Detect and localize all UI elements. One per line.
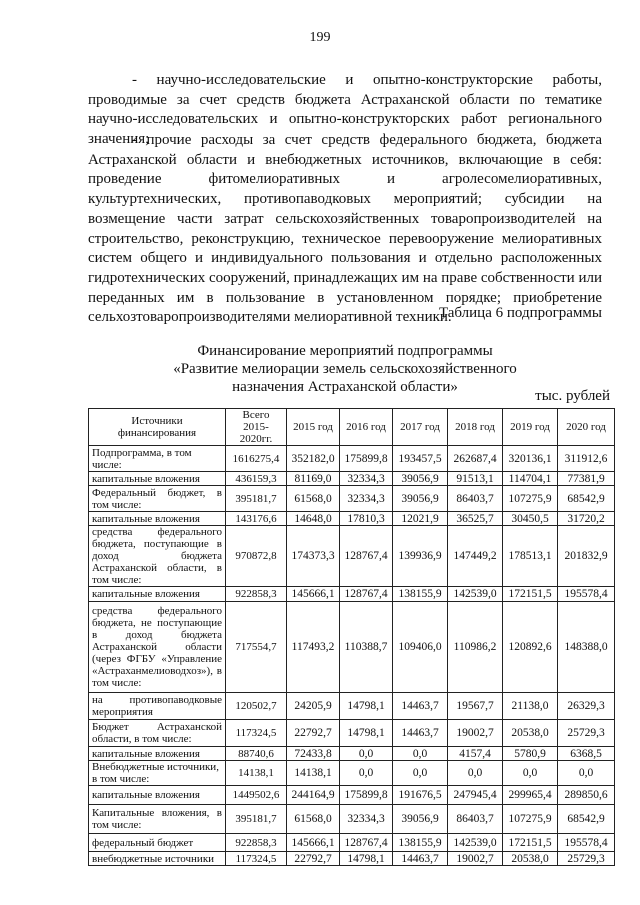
cell-2017: 14463,7 — [393, 693, 448, 720]
table-row — [89, 747, 615, 761]
cell-2018: 86403,7 — [448, 805, 503, 834]
table-row — [89, 602, 615, 693]
financing-table — [88, 408, 615, 866]
cell-total: 970872,8 — [226, 526, 287, 587]
cell-2017: 0,0 — [393, 747, 448, 761]
cell-2015: 174373,3 — [287, 526, 340, 587]
cell-2016: 110388,7 — [340, 602, 393, 693]
table-row — [89, 472, 615, 486]
table-row — [89, 446, 615, 472]
cell-2016: 128767,4 — [340, 526, 393, 587]
cell-2017: 39056,9 — [393, 472, 448, 486]
table-row — [89, 693, 615, 720]
page-number: 199 — [309, 30, 331, 45]
cell-2015: 14138,1 — [287, 761, 340, 786]
cell-2020: 77381,9 — [558, 472, 615, 486]
cell-2020: 25729,3 — [558, 720, 615, 747]
cell-total: 117324,5 — [226, 852, 287, 866]
header-2018: 2018 год — [448, 409, 503, 446]
header-2020: 2020 год — [558, 409, 615, 446]
cell-2019: 120892,6 — [503, 602, 558, 693]
cell-2016: 0,0 — [340, 761, 393, 786]
cell-2019: 0,0 — [503, 761, 558, 786]
row-label: Подпрограмма, в том числе: — [89, 446, 226, 472]
cell-total: 14138,1 — [226, 761, 287, 786]
cell-2015: 244164,9 — [287, 786, 340, 805]
table-row — [89, 805, 615, 834]
cell-total: 1449502,6 — [226, 786, 287, 805]
cell-2017: 193457,5 — [393, 446, 448, 472]
cell-2019: 107275,9 — [503, 805, 558, 834]
cell-total: 922858,3 — [226, 834, 287, 852]
cell-2020: 68542,9 — [558, 805, 615, 834]
cell-2020: 311912,6 — [558, 446, 615, 472]
cell-2016: 0,0 — [340, 747, 393, 761]
header-total: Всего 2015-2020гг. — [226, 409, 287, 446]
table-row — [89, 786, 615, 805]
cell-2019: 5780,9 — [503, 747, 558, 761]
cell-2018: 142539,0 — [448, 587, 503, 602]
table-title-line-1: Финансирование мероприятий подпрограммы — [197, 343, 493, 359]
cell-2020: 289850,6 — [558, 786, 615, 805]
table-row — [89, 761, 615, 786]
cell-2017: 12021,9 — [393, 512, 448, 526]
cell-2019: 320136,1 — [503, 446, 558, 472]
cell-total: 717554,7 — [226, 602, 287, 693]
cell-total: 88740,6 — [226, 747, 287, 761]
cell-2019: 178513,1 — [503, 526, 558, 587]
cell-2016: 128767,4 — [340, 834, 393, 852]
row-label: капитальные вложения — [89, 472, 226, 486]
cell-total: 1616275,4 — [226, 446, 287, 472]
cell-2016: 32334,3 — [340, 805, 393, 834]
cell-2016: 32334,3 — [340, 486, 393, 512]
row-label: Федеральный бюджет, в том числе: — [89, 486, 226, 512]
cell-2020: 26329,3 — [558, 693, 615, 720]
row-label: капитальные вложения — [89, 786, 226, 805]
header-2017: 2017 год — [393, 409, 448, 446]
cell-2019: 299965,4 — [503, 786, 558, 805]
cell-2018: 4157,4 — [448, 747, 503, 761]
cell-2020: 68542,9 — [558, 486, 615, 512]
cell-2015: 145666,1 — [287, 587, 340, 602]
header-2015: 2015 год — [287, 409, 340, 446]
cell-2016: 17810,3 — [340, 512, 393, 526]
row-label: Внебюджетные источники, в том числе: — [89, 761, 226, 786]
cell-2015: 117493,2 — [287, 602, 340, 693]
cell-total: 395181,7 — [226, 805, 287, 834]
cell-2018: 147449,2 — [448, 526, 503, 587]
cell-2015: 61568,0 — [287, 486, 340, 512]
cell-2019: 20538,0 — [503, 720, 558, 747]
header-sources: Источники финансирования — [89, 409, 226, 446]
table-row — [89, 486, 615, 512]
cell-2019: 20538,0 — [503, 852, 558, 866]
cell-2017: 138155,9 — [393, 587, 448, 602]
cell-2016: 14798,1 — [340, 693, 393, 720]
cell-2017: 14463,7 — [393, 720, 448, 747]
row-label: капитальные вложения — [89, 587, 226, 602]
table-title — [88, 342, 602, 396]
cell-2020: 6368,5 — [558, 747, 615, 761]
cell-2018: 262687,4 — [448, 446, 503, 472]
cell-2017: 14463,7 — [393, 852, 448, 866]
cell-2016: 175899,8 — [340, 446, 393, 472]
cell-2016: 14798,1 — [340, 852, 393, 866]
cell-2015: 22792,7 — [287, 720, 340, 747]
cell-total: 117324,5 — [226, 720, 287, 747]
cell-2016: 14798,1 — [340, 720, 393, 747]
cell-2015: 61568,0 — [287, 805, 340, 834]
cell-2019: 107275,9 — [503, 486, 558, 512]
cell-2020: 195578,4 — [558, 587, 615, 602]
table-row — [89, 720, 615, 747]
cell-2017: 139936,9 — [393, 526, 448, 587]
cell-2017: 39056,9 — [393, 805, 448, 834]
row-label: федеральный бюджет — [89, 834, 226, 852]
cell-2017: 109406,0 — [393, 602, 448, 693]
cell-total: 120502,7 — [226, 693, 287, 720]
row-label: капитальные вложения — [89, 512, 226, 526]
cell-2018: 247945,4 — [448, 786, 503, 805]
table-row — [89, 526, 615, 587]
cell-2015: 72433,8 — [287, 747, 340, 761]
cell-total: 436159,3 — [226, 472, 287, 486]
cell-total: 922858,3 — [226, 587, 287, 602]
table-row — [89, 512, 615, 526]
row-label: на противопаводковые мероприятия — [89, 693, 226, 720]
cell-2015: 81169,0 — [287, 472, 340, 486]
cell-2015: 22792,7 — [287, 852, 340, 866]
cell-2020: 25729,3 — [558, 852, 615, 866]
cell-2018: 36525,7 — [448, 512, 503, 526]
table-label: Таблица 6 подпрограммы — [438, 305, 602, 321]
cell-2016: 175899,8 — [340, 786, 393, 805]
cell-2018: 110986,2 — [448, 602, 503, 693]
table-title-line-2: «Развитие мелиорации земель сельскохозяйственного — [173, 361, 517, 377]
cell-2019: 21138,0 — [503, 693, 558, 720]
cell-total: 395181,7 — [226, 486, 287, 512]
cell-2018: 0,0 — [448, 761, 503, 786]
cell-2017: 138155,9 — [393, 834, 448, 852]
cell-2019: 114704,1 — [503, 472, 558, 486]
cell-2017: 39056,9 — [393, 486, 448, 512]
table-title-line-3: назначения Астраханской области» — [232, 379, 458, 395]
cell-2018: 19567,7 — [448, 693, 503, 720]
cell-2020: 31720,2 — [558, 512, 615, 526]
row-label: внебюджетные источники — [89, 852, 226, 866]
header-2019: 2019 год — [503, 409, 558, 446]
row-label: Бюджет Астраханской области, в том числе: — [89, 720, 226, 747]
header-2016: 2016 год — [340, 409, 393, 446]
cell-2015: 352182,0 — [287, 446, 340, 472]
cell-2020: 195578,4 — [558, 834, 615, 852]
cell-2020: 148388,0 — [558, 602, 615, 693]
paragraph-research: - научно-исследовательские и опытно-конструкторские работы, проводимые за счет средств бюджета Астраханской области по тематике научно-исследовательских и опытно-конструкторских работ регионального значения; — [88, 72, 602, 148]
table-header-row — [89, 409, 615, 446]
units-label: тыс. рублей — [535, 388, 610, 404]
cell-2015: 145666,1 — [287, 834, 340, 852]
table-row — [89, 587, 615, 602]
cell-2020: 201832,9 — [558, 526, 615, 587]
cell-2018: 19002,7 — [448, 720, 503, 747]
cell-2017: 0,0 — [393, 761, 448, 786]
row-label: средства федерального бюджета, поступающие в доход бюджета Астраханской области, в том числе: — [89, 526, 226, 587]
table-row — [89, 852, 615, 866]
cell-2020: 0,0 — [558, 761, 615, 786]
cell-2016: 32334,3 — [340, 472, 393, 486]
cell-2015: 24205,9 — [287, 693, 340, 720]
row-label: Капитальные вложения, в том числе: — [89, 805, 226, 834]
cell-2019: 30450,5 — [503, 512, 558, 526]
row-label: средства федерального бюджета, не поступающие в доход бюджета Астраханской области (через ФГБУ «Управление «Астраханмелиоводхоз»), в том числе: — [89, 602, 226, 693]
cell-2018: 91513,1 — [448, 472, 503, 486]
cell-2018: 19002,7 — [448, 852, 503, 866]
cell-2018: 86403,7 — [448, 486, 503, 512]
cell-total: 143176,6 — [226, 512, 287, 526]
cell-2018: 142539,0 — [448, 834, 503, 852]
paragraph-other-expenses: - прочие расходы за счет средств федерального бюджета, бюджета Астраханской области и внебюджетных источников, включающие в себя: проведение фитомелиоративных и агролесомелиоративных, культуртехнических, противопаводковых мероприятий; субсидии на возмещение части затрат сельскохозяйственных товаропроизводителей на строительство, реконструкцию, техническое перевооружение мелиоративных систем общего и индивидуального пользования и отдельно расположенных гидротехнических сооружений, принадлежащих им на праве собственности или переданных им в пользование в установленном порядке; приобретение сельхозтоваропроизводителями мелиоративной техники. — [88, 132, 602, 326]
cell-2016: 128767,4 — [340, 587, 393, 602]
cell-2019: 172151,5 — [503, 587, 558, 602]
table-row — [89, 834, 615, 852]
cell-2015: 14648,0 — [287, 512, 340, 526]
cell-2017: 191676,5 — [393, 786, 448, 805]
row-label: капитальные вложения — [89, 747, 226, 761]
cell-2019: 172151,5 — [503, 834, 558, 852]
